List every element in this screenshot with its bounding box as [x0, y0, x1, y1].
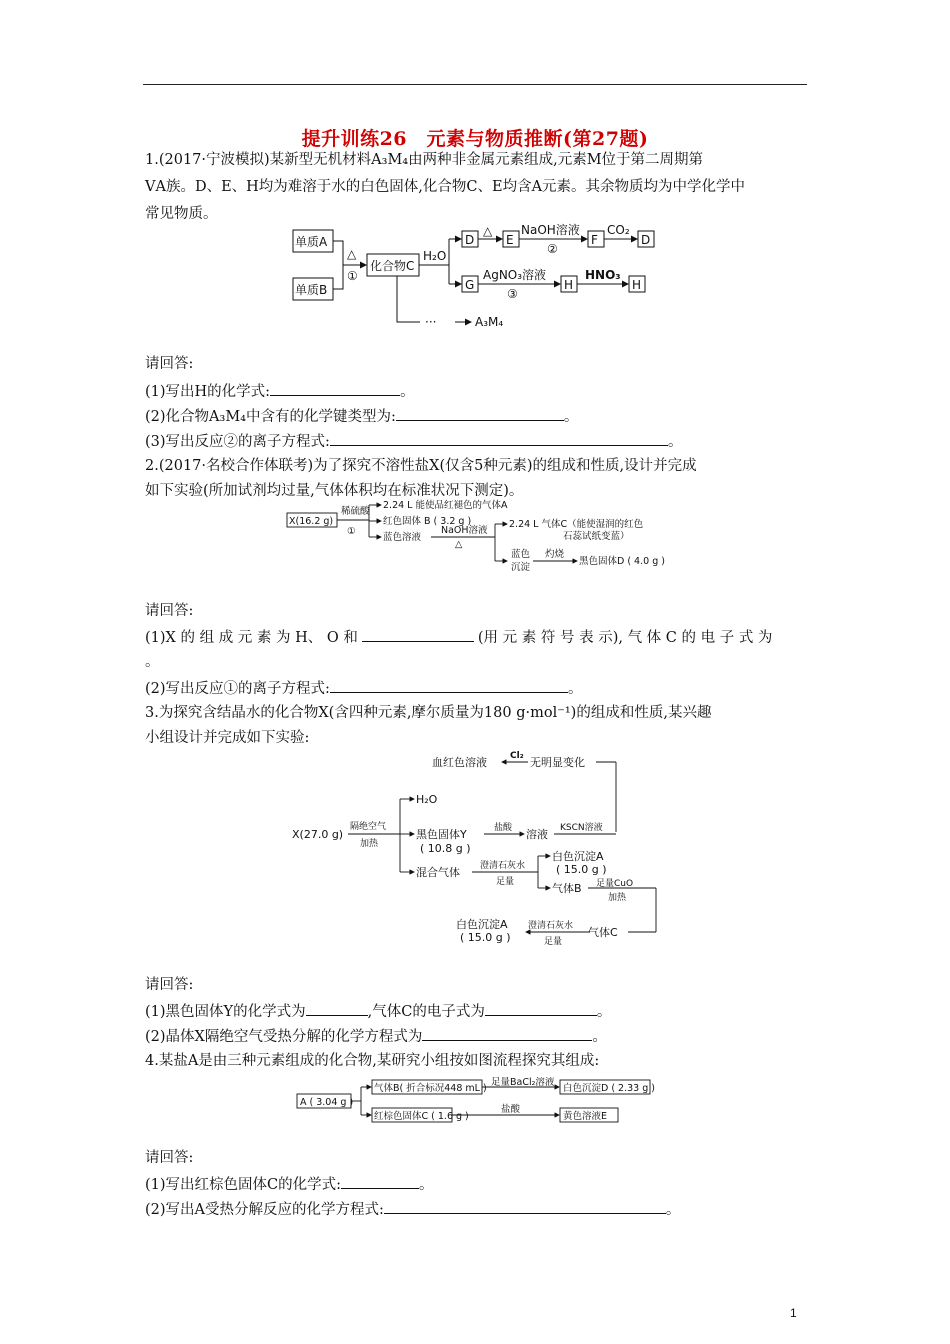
q4-answer-prompt: 请回答: [145, 1150, 194, 1166]
q2-sub1-end-line: 。 [145, 654, 160, 670]
q3-node-solid-y: 黑色固体Y [416, 828, 467, 841]
q2-sub2-answer-blank[interactable] [330, 677, 568, 693]
q2-answer-prompt: 请回答: [145, 603, 194, 619]
q1-step3: ③ [507, 287, 518, 301]
q3-cond-enough2: 足量 [544, 937, 563, 946]
q1-node-d: D [465, 233, 475, 247]
q1-cond-h2o: H₂O [423, 249, 447, 263]
q1-flow-diagram [285, 222, 685, 354]
q1-node-compound-c: 化合物C [370, 259, 415, 273]
q3-node-gas-c: 气体C [588, 926, 618, 939]
q1-text-line1: 1.(2017·宁波模拟)某新型无机材料A₃M₄由两种非金属元素组成,元素M位于第二周期第 [145, 152, 704, 168]
q2-sub2-end: 。 [567, 681, 583, 697]
q2-node-solid-b: 红色固体 B ( 3.2 g ) [383, 516, 472, 527]
q4-node-ppt-d: 白色沉淀D ( 2.33 g ) [563, 1083, 655, 1094]
q3-node-ppt-a2: 白色沉淀A [456, 918, 508, 931]
q3-sub1-end: 。 [596, 1004, 612, 1020]
q1-step2: ② [547, 242, 558, 256]
q1-node-simple-b: 单质B [295, 283, 328, 297]
q2-text-line1-text: 2.(2017·名校合作体联考)为了探究不溶性盐X(仅含5种元素)的组成和性质,设计并完成 [145, 458, 697, 474]
q1-node-e: E [506, 233, 514, 247]
q1-cond-agno3: AgNO₃溶液 [483, 268, 547, 282]
q2-step1: ① [347, 526, 356, 537]
q1-step1: ① [347, 269, 358, 283]
q3-sub2-answer-blank[interactable] [422, 1025, 592, 1041]
q2-node-ppt-line2: 沉淀 [511, 562, 531, 573]
page-title: 提升训练26 元素与物质推断(第27题) [301, 128, 649, 150]
q1-node-d2: D [641, 233, 651, 247]
q4-sub1-text: (1)写出红棕色固体C的化学式: [145, 1177, 342, 1193]
q1-sub3 [145, 430, 682, 452]
q2-text-line2: 如下实验(所加试剂均过量,气体体积均在标准状况下测定)。 [145, 483, 524, 499]
q1-sub2-text: (2)化合物A₃M₄中含有的化学键类型为: [145, 409, 396, 425]
q4-node-solid-c: 红棕色固体C ( 1.6 g ) [374, 1111, 469, 1122]
q3-sub2-end: 。 [592, 1029, 607, 1045]
q4-sub1-end: 。 [419, 1177, 434, 1193]
q1-node-h: H [564, 278, 574, 292]
q4-flow-diagram [295, 1077, 660, 1127]
q4-node-gas-b: 气体B( 折合标况448 mL ) [374, 1083, 487, 1094]
q2-sub1-text-a: (1)X 的 组 成 元 素 为 H、 O 和 [145, 630, 358, 646]
q3-sub1-text-b: ,气体C的电子式为 [367, 1004, 485, 1020]
q1-sub1 [145, 380, 415, 402]
q3-cond-kscn: KSCN溶液 [560, 823, 603, 833]
q2-sub2 [145, 677, 582, 699]
q2-node-blue-sol: 蓝色溶液 [383, 532, 422, 543]
q3-answer-prompt: 请回答: [145, 977, 194, 993]
q2-node-x: X(16.2 g) [289, 516, 334, 527]
q4-sub2-text: (2)写出A受热分解反应的化学方程式: [145, 1202, 384, 1218]
q1-text-line2: ⅤA族。D、E、H均为难溶于水的白色固体,化合物C、E均含A元素。其余物质均为中学化学中 [145, 179, 746, 195]
q3-cond-enough: 足量 [496, 877, 515, 887]
q2-node-gas-c-note: 石蕊试纸变蓝） [563, 531, 630, 542]
q4-text-line1: 4.某盐A是由三种元素组成的化合物,某研究小组按如图流程探究其组成: [145, 1053, 600, 1069]
q1-node-a3m4: A₃M₄ [475, 315, 504, 329]
q2-node-ppt-line1: 蓝色 [511, 549, 531, 560]
q3-node-ppt-a: 白色沉淀A [552, 850, 604, 863]
q3-sub1-text-a: (1)黑色固体Y的化学式为 [145, 1004, 306, 1020]
q3-text-line2: 小组设计并完成如下实验: [145, 730, 310, 746]
q1-sub3-answer-blank[interactable] [330, 430, 668, 446]
q1-cond-naoh: NaOH溶液 [521, 223, 580, 237]
q1-sub1-end: 。 [400, 384, 415, 400]
q2-cond-naoh: NaOH溶液 [441, 525, 488, 536]
q4-node-a: A ( 3.04 g ) [300, 1097, 354, 1108]
q3-node-a2-mass: ( 15.0 g ) [460, 931, 511, 944]
q1-cond-hno3: HNO₃ [585, 268, 621, 282]
q3-sub1-answer-blank2[interactable] [485, 1000, 597, 1016]
q1-node-f: F [591, 233, 598, 247]
q3-node-mixed-gas: 混合气体 [416, 866, 460, 879]
q4-cond-bacl2: 足量BaCl₂溶液 [491, 1077, 555, 1088]
q3-sub2 [145, 1025, 607, 1047]
q3-node-blood-red: 血红色溶液 [432, 756, 487, 769]
q1-node-h2: H [632, 278, 642, 292]
q3-cond-isolate: 隔绝空气 [350, 822, 387, 832]
q3-cond-cl2: Cl₂ [510, 751, 524, 761]
q2-node-gas-a: 2.24 L 能使品红褪色的气体A [383, 500, 508, 511]
q2-sub1 [145, 626, 772, 648]
q4-node-yellow-e: 黄色溶液E [563, 1111, 608, 1122]
q3-cond-cuo: 足量CuO [596, 879, 634, 889]
q3-node-x: X(27.0 g) [292, 828, 344, 841]
q1-sub1-text: (1)写出H的化学式: [145, 384, 271, 400]
q2-text-line1 [145, 456, 697, 476]
header-rule [143, 84, 807, 85]
q4-sub2 [145, 1198, 680, 1220]
q1-sub2-end: 。 [563, 409, 579, 425]
q1-cond-heat1: △ [347, 247, 357, 261]
q2-sub2-text: (2)写出反应①的离子方程式: [145, 681, 330, 697]
q1-sub3-end: 。 [667, 434, 683, 450]
q2-sub1-text-b: (用 元 素 符 号 表 示), 气 体 C 的 电 子 式 为 [477, 630, 773, 646]
q3-flow-diagram [290, 748, 670, 946]
q1-sub3-text: (3)写出反应②的离子方程式: [145, 434, 330, 450]
q3-node-solution: 溶液 [526, 828, 548, 841]
q1-cond-heat2: △ [483, 224, 493, 238]
q3-node-y-mass: ( 10.8 g ) [420, 842, 471, 855]
q3-sub1 [145, 1000, 611, 1022]
q2-flow-diagram [285, 497, 675, 579]
q4-sub1-answer-blank[interactable] [341, 1173, 419, 1189]
q4-sub1 [145, 1173, 434, 1195]
q3-cond-limewater: 澄清石灰水 [480, 861, 526, 871]
q2-sub1-answer-blank1[interactable] [362, 626, 474, 642]
q1-answer-prompt: 请回答: [145, 356, 194, 372]
q3-node-gas-b: 气体B [552, 882, 582, 895]
q2-node-solid-d: 黑色固体D ( 4.0 g ) [579, 556, 665, 567]
q3-sub2-text: (2)晶体X隔绝空气受热分解的化学方程式为 [145, 1029, 423, 1045]
q3-cond-heat2: 加热 [608, 893, 627, 903]
q1-sub2-answer-blank[interactable] [396, 405, 564, 421]
q4-cond-hcl: 盐酸 [501, 1104, 521, 1115]
q1-dots: ··· [425, 315, 437, 329]
page-number: 1 [790, 1306, 797, 1320]
q4-sub2-answer-blank[interactable] [384, 1198, 666, 1214]
q1-sub2 [145, 405, 578, 427]
q1-node-g: G [465, 278, 475, 292]
q3-node-a-mass: ( 15.0 g ) [556, 863, 607, 876]
q3-sub1-answer-blank1[interactable] [306, 1000, 368, 1016]
q2-cond-acid: 稀硫酸 [341, 506, 370, 517]
q3-cond-heat1: 加热 [360, 839, 379, 849]
q2-node-gas-c: 2.24 L 气体C（能使湿润的红色 [509, 519, 644, 530]
q1-cond-co2: CO₂ [607, 223, 630, 237]
q2-cond-heat: △ [455, 539, 463, 550]
q3-cond-limewater2: 澄清石灰水 [528, 921, 574, 931]
q3-node-no-change: 无明显变化 [530, 756, 585, 769]
q1-node-simple-a: 单质A [295, 235, 328, 249]
q3-node-h2o: H₂O [416, 793, 438, 806]
q3-cond-hcl: 盐酸 [494, 823, 513, 833]
q1-text-line3: 常见物质。 [145, 206, 218, 222]
q2-cond-burn: 灼烧 [545, 549, 565, 560]
q3-text-line1: 3.为探究含结晶水的化合物X(含四种元素,摩尔质量为180 g·mol⁻¹)的组成和性质,某兴趣 [145, 705, 712, 721]
q4-sub2-end: 。 [665, 1202, 681, 1218]
q1-sub1-answer-blank[interactable] [270, 380, 400, 396]
